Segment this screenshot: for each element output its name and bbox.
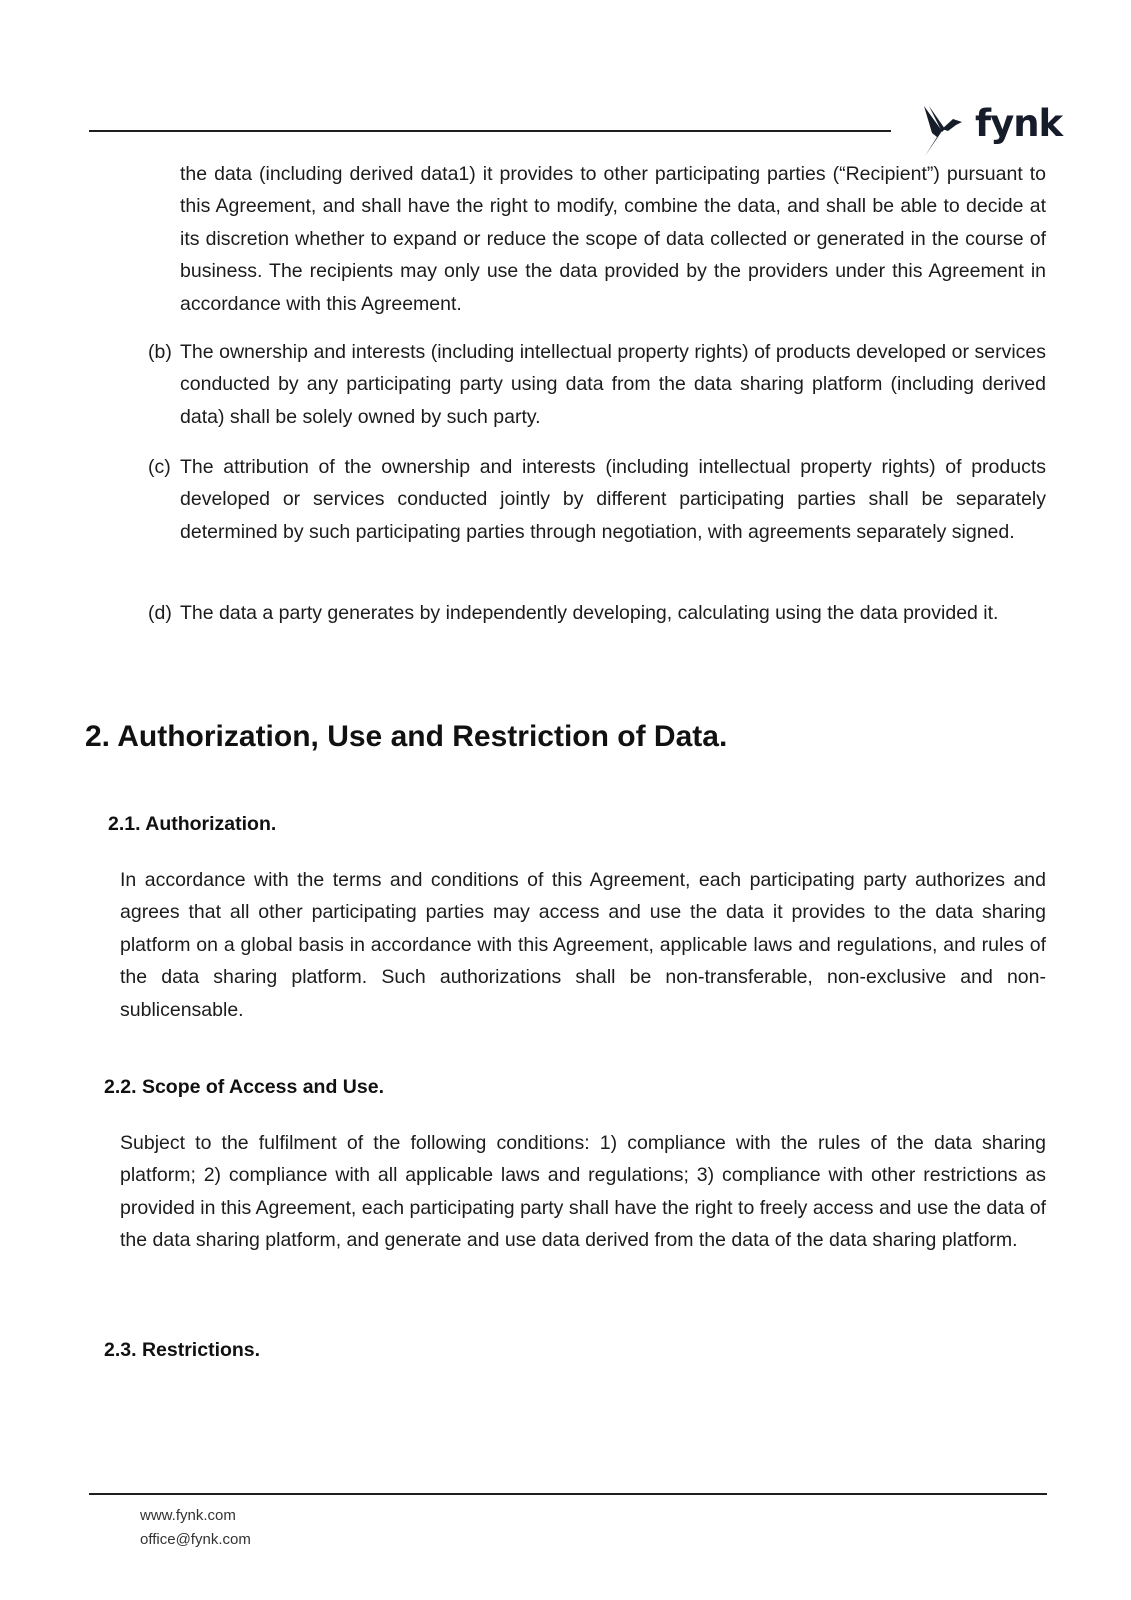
list-item-text: The data a party generates by independently developing, calculating using the data provided it. [180,602,999,624]
list-item-marker: (d) [148,602,172,624]
footer-website[interactable]: www.fynk.com [140,1507,236,1524]
subsection-number: 2.1. [108,813,141,835]
section-heading: 2. Authorization, Use and Restriction of Data. [85,720,728,753]
bird-icon [922,104,974,158]
subsection-number: 2.3. [104,1339,137,1361]
brand-name: fynk [975,102,1063,145]
subsection-body: Subject to the fulfilment of the following conditions: 1) compliance with the rules of the data sharing platform; 2) compliance with all applicable laws and regulations; 3) compliance with other restrictions as provided in this Agreement, each participating party shall have the right to freely access and use the data of the data sharing platform, and generate and use data derived from the data of the data sharing platform. [120,1132,1046,1252]
list-item [148,597,1046,629]
list-item [148,451,1046,548]
subsection-body: In accordance with the terms and conditions of this Agreement, each participating party authorizes and agrees that all other participating parties may access and use the data it provides to the data sharing platform on a global basis in accordance with this Agreement, applicable laws and regulations, and rules of the data sharing platform. Such authorizations shall be non-transferable, non-exclusive and non-sublicensable. [120,869,1046,1021]
list-item-text: The attribution of the ownership and interests (including intellectual property rights) of products developed or services conducted jointly by different participating parties shall be separately determined by such participating parties through negotiation, with agreements separately signed. [180,456,1046,543]
list-item-text: The ownership and interests (including intellectual property rights) of products developed or services conducted by any participating party using data from the data sharing platform (including derived data) shall be solely owned by such party. [180,341,1046,428]
brand-logo [922,102,1063,158]
list-item-marker: (b) [148,341,172,363]
subsection-title: Scope of Access and Use. [141,1076,384,1098]
subsection-heading [104,1337,260,1363]
continuation-paragraph: the data (including derived data1) it provides to other participating parties (“Recipient”) pursuant to this Agreement, and shall have the right to modify, combine the data, and shall be able to decide at its discretion whether to expand or reduce the scope of data collected or generated in the course of business. The recipients may only use the data provided by the providers under this Agreement in accordance with this Agreement. [180,163,1046,315]
footer-email[interactable]: office@fynk.com [140,1531,251,1548]
subsection-title: Authorization. [145,813,277,835]
subsection-title: Restrictions. [141,1339,261,1361]
footer-rule [89,1493,1047,1495]
header-rule [89,130,891,132]
subsection-number: 2.2. [104,1076,137,1098]
subsection-heading [104,1074,384,1100]
list-item [148,336,1046,433]
subsection-heading [108,811,276,837]
list-item-marker: (c) [148,456,171,478]
